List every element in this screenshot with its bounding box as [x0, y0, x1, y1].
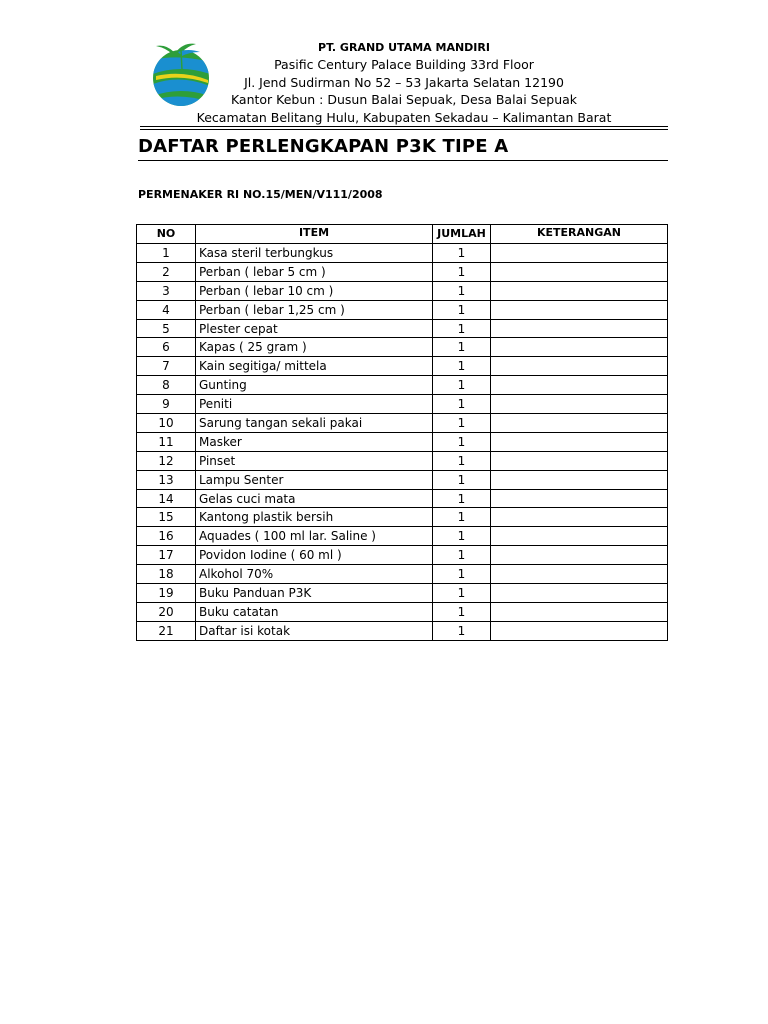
table-row [137, 546, 668, 565]
row-keterangan [491, 565, 668, 584]
row-item: Kain segitiga/ mittela [196, 357, 433, 376]
row-keterangan [491, 281, 668, 300]
row-no: 11 [137, 432, 196, 451]
row-keterangan [491, 338, 668, 357]
row-keterangan [491, 357, 668, 376]
row-no: 13 [137, 470, 196, 489]
row-jumlah: 1 [433, 376, 491, 395]
row-no: 10 [137, 414, 196, 433]
header-no: NO [137, 225, 196, 244]
row-keterangan [491, 527, 668, 546]
table-row [137, 319, 668, 338]
row-item: Kantong plastik bersih [196, 508, 433, 527]
row-jumlah: 1 [433, 338, 491, 357]
title-underline [138, 160, 668, 161]
row-item: Buku Panduan P3K [196, 584, 433, 603]
table-row [137, 262, 668, 281]
address-line-4: Kecamatan Belitang Hulu, Kabupaten Sekadau – Kalimantan Barat [196, 109, 612, 125]
row-item: Perban ( lebar 1,25 cm ) [196, 300, 433, 319]
row-keterangan [491, 414, 668, 433]
row-keterangan [491, 470, 668, 489]
row-jumlah: 1 [433, 244, 491, 263]
row-jumlah: 1 [433, 262, 491, 281]
row-no: 12 [137, 451, 196, 470]
row-no: 16 [137, 527, 196, 546]
row-keterangan [491, 244, 668, 263]
row-no: 8 [137, 376, 196, 395]
row-keterangan [491, 319, 668, 338]
address-line-2: Jl. Jend Sudirman No 52 – 53 Jakarta Selatan 12190 [244, 74, 564, 90]
row-jumlah: 1 [433, 281, 491, 300]
row-no: 9 [137, 395, 196, 414]
table-header-row [137, 225, 668, 244]
row-no: 3 [137, 281, 196, 300]
row-keterangan [491, 376, 668, 395]
letterhead [140, 38, 668, 126]
table-row [137, 470, 668, 489]
row-keterangan [491, 300, 668, 319]
row-item: Buku catatan [196, 602, 433, 621]
table-row [137, 432, 668, 451]
table-row [137, 414, 668, 433]
row-item: Plester cepat [196, 319, 433, 338]
row-jumlah: 1 [433, 508, 491, 527]
document-title: DAFTAR PERLENGKAPAN P3K TIPE A [138, 136, 509, 157]
address-line-1: Pasific Century Palace Building 33rd Floor [274, 57, 534, 72]
row-jumlah: 1 [433, 451, 491, 470]
equipment-table [136, 224, 668, 641]
header-jumlah: JUMLAH [433, 225, 491, 244]
row-item: Lampu Senter [196, 470, 433, 489]
row-no: 1 [137, 244, 196, 263]
row-jumlah: 1 [433, 565, 491, 584]
header-divider-secondary [140, 129, 668, 130]
row-jumlah: 1 [433, 602, 491, 621]
company-name: PT. GRAND UTAMA MANDIRI [318, 41, 490, 54]
row-jumlah: 1 [433, 414, 491, 433]
row-no: 17 [137, 546, 196, 565]
row-jumlah: 1 [433, 319, 491, 338]
table-row [137, 489, 668, 508]
row-keterangan [491, 621, 668, 640]
row-item: Masker [196, 432, 433, 451]
table-row [137, 338, 668, 357]
row-item: Kapas ( 25 gram ) [196, 338, 433, 357]
row-jumlah: 1 [433, 357, 491, 376]
row-jumlah: 1 [433, 432, 491, 451]
row-item: Pinset [196, 451, 433, 470]
row-no: 21 [137, 621, 196, 640]
row-jumlah: 1 [433, 546, 491, 565]
row-keterangan [491, 432, 668, 451]
row-jumlah: 1 [433, 470, 491, 489]
row-jumlah: 1 [433, 527, 491, 546]
header-item: ITEM [196, 225, 433, 244]
row-keterangan [491, 451, 668, 470]
row-keterangan [491, 584, 668, 603]
row-item: Gelas cuci mata [196, 489, 433, 508]
regulation-reference: PERMENAKER RI NO.15/MEN/V111/2008 [138, 188, 383, 201]
table-row [137, 281, 668, 300]
row-item: Alkohol 70% [196, 565, 433, 584]
header-keterangan: KETERANGAN [491, 225, 668, 244]
row-item: Gunting [196, 376, 433, 395]
row-jumlah: 1 [433, 395, 491, 414]
table-row [137, 584, 668, 603]
row-no: 6 [137, 338, 196, 357]
row-item: Povidon Iodine ( 60 ml ) [196, 546, 433, 565]
table-row [137, 621, 668, 640]
row-jumlah: 1 [433, 489, 491, 508]
header-divider [140, 126, 668, 127]
row-item: Sarung tangan sekali pakai [196, 414, 433, 433]
row-item: Aquades ( 100 ml lar. Saline ) [196, 527, 433, 546]
address-line-3: Kantor Kebun : Dusun Balai Sepuak, Desa Balai Sepuak [230, 92, 578, 107]
row-no: 2 [137, 262, 196, 281]
table-row [137, 395, 668, 414]
row-item: Kasa steril terbungkus [196, 244, 433, 263]
row-jumlah: 1 [433, 584, 491, 603]
table-row [137, 565, 668, 584]
table-row [137, 357, 668, 376]
table-row [137, 451, 668, 470]
table-row [137, 602, 668, 621]
row-no: 7 [137, 357, 196, 376]
row-keterangan [491, 489, 668, 508]
row-keterangan [491, 508, 668, 527]
row-item: Peniti [196, 395, 433, 414]
table-row [137, 376, 668, 395]
table-row [137, 508, 668, 527]
row-no: 20 [137, 602, 196, 621]
row-no: 4 [137, 300, 196, 319]
row-no: 18 [137, 565, 196, 584]
row-no: 15 [137, 508, 196, 527]
row-keterangan [491, 395, 668, 414]
row-no: 14 [137, 489, 196, 508]
row-no: 5 [137, 319, 196, 338]
row-keterangan [491, 602, 668, 621]
row-item: Perban ( lebar 5 cm ) [196, 262, 433, 281]
table-row [137, 300, 668, 319]
row-jumlah: 1 [433, 300, 491, 319]
row-jumlah: 1 [433, 621, 491, 640]
row-no: 19 [137, 584, 196, 603]
table-row [137, 527, 668, 546]
row-keterangan [491, 546, 668, 565]
row-item: Daftar isi kotak [196, 621, 433, 640]
row-keterangan [491, 262, 668, 281]
row-item: Perban ( lebar 10 cm ) [196, 281, 433, 300]
table-body [137, 244, 668, 641]
table-row [137, 244, 668, 263]
